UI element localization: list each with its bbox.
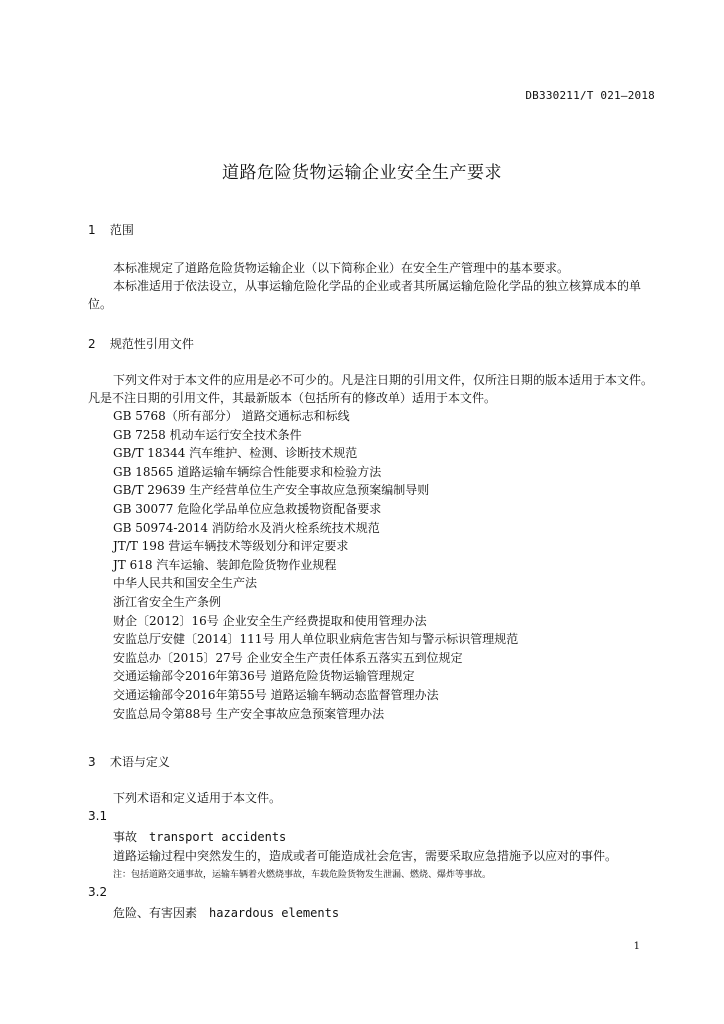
section-2-heading (88, 335, 194, 352)
page-number: 1 (633, 941, 640, 952)
section-number: 1 (88, 223, 96, 237)
section-number: 2 (88, 337, 96, 351)
document-title: 道路危险货物运输企业安全生产要求 (222, 163, 502, 183)
list-item: 财企〔2012〕16号 企业安全生产经费提取和使用管理办法 (113, 613, 427, 628)
section-number: 3 (88, 755, 96, 769)
paragraph: 本标准适用于依法设立，从事运输危险化学品的企业或者其所属运输危险化学品的独立核算成本的单位。 (88, 279, 642, 311)
term-chinese: 危险、有害因素 (113, 906, 198, 920)
section-1-heading (88, 221, 134, 238)
section-3-heading (88, 753, 170, 770)
list-item: 安监总厅安健〔2014〕111号 用人单位职业病危害告知与警示标识管理规范 (113, 632, 519, 647)
note: 注：包括道路交通事故，运输车辆着火燃烧事故，车载危险货物发生泄漏、燃烧、爆炸等事故。 (113, 870, 492, 880)
paragraph: 本标准规定了道路危险货物运输企业（以下简称企业）在安全生产管理中的基本要求。 (113, 261, 570, 275)
header-code: DB330211/T 021—2018 (525, 89, 655, 102)
paragraph: 下列术语和定义适用于本文件。 (113, 791, 282, 805)
section-title: 范围 (109, 223, 134, 237)
list-item: 交通运输部令2016年第36号 道路危险货物运输管理规定 (113, 669, 415, 684)
list-item: GB 18565 道路运输车辆综合性能要求和检验方法 (113, 464, 382, 479)
term-english: hazardous elements (209, 906, 340, 920)
clause-number: 3.1 (88, 809, 108, 823)
list-item: 交通运输部令2016年第55号 道路运输车辆动态监督管理办法 (113, 687, 439, 702)
list-item: GB/T 18344 汽车维护、检测、诊断技术规范 (113, 446, 358, 461)
reference-list (113, 407, 518, 723)
term-entry (113, 904, 339, 921)
term-english: transport accidents (149, 830, 287, 844)
list-item: GB 30077 危险化学品单位应急救援物资配备要求 (113, 501, 382, 516)
list-item: 中华人民共和国安全生产法 (113, 576, 258, 591)
paragraph: 下列文件对于本文件的应用是必不可少的。凡是注日期的引用文件，仅所注日期的版本适用于本文件。凡是不注日期的引用文件，其最新版本（包括所有的修改单）适用于本文件。 (88, 373, 654, 405)
clause-number: 3.2 (88, 885, 108, 899)
list-item: JT/T 198 营运车辆技术等级划分和评定要求 (113, 539, 349, 554)
term-definition: 道路运输过程中突然发生的，造成或者可能造成社会危害，需要采取应急措施予以应对的事件。 (113, 849, 618, 863)
list-item: GB 7258 机动车运行安全技术条件 (113, 427, 302, 442)
list-item: GB/T 29639 生产经营单位生产安全事故应急预案编制导则 (113, 483, 430, 498)
list-item: JT 618 汽车运输、装卸危险货物作业规程 (113, 557, 337, 572)
section-title: 规范性引用文件 (109, 337, 194, 351)
section-title: 术语与定义 (109, 755, 170, 769)
term-entry (113, 828, 286, 845)
term-chinese: 事故 (113, 830, 138, 844)
list-item: GB 5768（所有部分） 道路交通标志和标线 (113, 409, 350, 423)
list-item: GB 50974-2014 消防给水及消火栓系统技术规范 (113, 520, 380, 535)
list-item: 安监总办〔2015〕27号 企业安全生产责任体系五落实五到位规定 (113, 650, 463, 665)
list-item: 安监总局令第88号 生产安全事故应急预案管理办法 (113, 706, 385, 721)
list-item: 浙江省安全生产条例 (113, 594, 222, 609)
